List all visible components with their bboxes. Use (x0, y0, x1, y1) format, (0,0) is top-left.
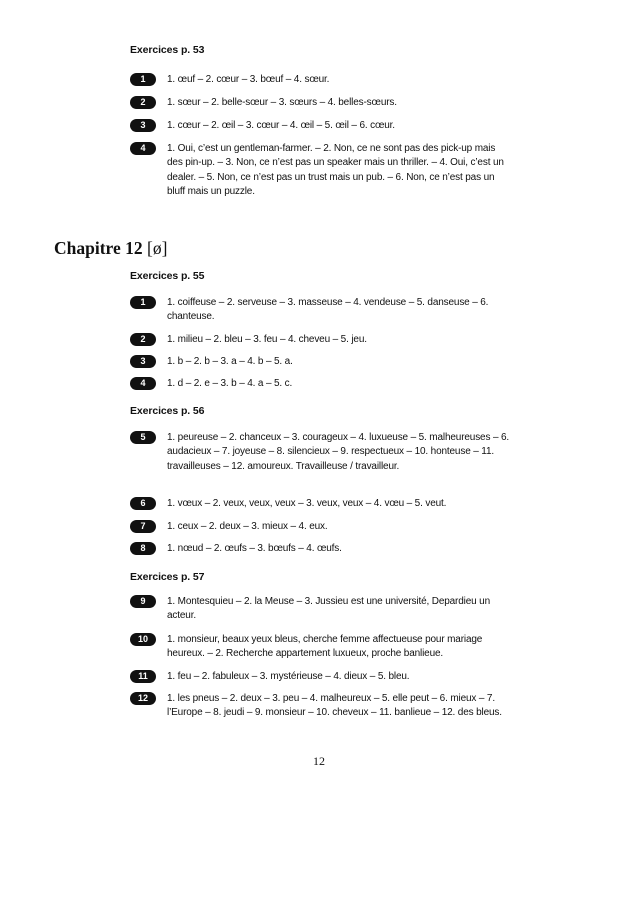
exercise-number-badge: 4 (130, 377, 156, 390)
exercise-number-badge: 7 (130, 520, 156, 533)
exercise-answer: 1. coiffeuse – 2. serveuse – 3. masseuse – 4. vendeuse – 5. danseuse – 6. chanteuse. (167, 297, 489, 323)
exercise-number-badge: 2 (130, 96, 156, 109)
exercise-answer: 1. ceux – 2. deux – 3. mieux – 4. eux. (167, 521, 328, 532)
exercise-number-badge: 11 (130, 670, 156, 683)
exercise-number-badge: 12 (130, 692, 156, 705)
exercise-number-badge: 3 (130, 355, 156, 368)
chapter-label: Chapitre 12 (54, 238, 143, 258)
exercise-answer: 1. sœur – 2. belle-sœur – 3. sœurs – 4. belles-sœurs. (167, 97, 397, 108)
exercise-answer: 1. Montesquieu – 2. la Meuse – 3. Jussieu est une université, Depardieu un acteur. (167, 596, 490, 622)
exercise-answer: 1. Oui, c’est un gentleman-farmer. – 2. Non, ce ne sont pas des pick-up mais des pin-up. – 3. Non, ce n’est pas un speaker mais un thriller. – 4. Oui, c’est un dealer. – 5. Non, ce n’est pas un trust mais un pub. – 6. Non, ce n’est pas un bluff mais un puzzle. (167, 143, 504, 198)
section-title: Exercices p. 57 (130, 571, 205, 583)
exercise-number-badge: 4 (130, 142, 156, 155)
exercise-answer: 1. nœud – 2. œufs – 3. bœufs – 4. œufs. (167, 543, 342, 554)
page-number: 12 (313, 754, 325, 768)
exercise-answer: 1. peureuse – 2. chanceux – 3. courageux – 4. luxueuse – 5. malheureuses – 6. audacieux – 7. joyeuse – 8. silencieux – 9. respectueux – 10. honteuse – 11. travailleuses – 12. amoureux. Travailleuse / travailleur. (167, 432, 510, 472)
exercise-answer: 1. monsieur, beaux yeux bleus, cherche femme affectueuse pour mariage heureux. – 2. Recherche appartement luxueux, proche banlieue. (167, 634, 483, 660)
exercise-answer: 1. d – 2. e – 3. b – 4. a – 5. c. (167, 378, 293, 389)
section-title: Exercices p. 55 (130, 270, 205, 282)
exercise-number-badge: 10 (130, 633, 156, 646)
exercise-number-badge: 3 (130, 119, 156, 132)
exercise-answer: 1. les pneus – 2. deux – 3. peu – 4. malheureux – 5. elle peut – 6. mieux – 7. l’Europe – 8. jeudi – 9. monsieur – 10. cheveux – 11. banlieue – 12. des bleus. (167, 693, 502, 719)
exercise-answer: 1. vœux – 2. veux, veux, veux – 3. veux, veux – 4. vœu – 5. veut. (167, 498, 447, 509)
exercise-answer: 1. cœur – 2. œil – 3. cœur – 4. œil – 5. œil – 6. cœur. (167, 120, 395, 131)
exercise-answer: 1. feu – 2. fabuleux – 3. mystérieuse – 4. dieux – 5. bleu. (167, 671, 410, 682)
exercise-number-badge: 1 (130, 73, 156, 86)
exercise-number-badge: 6 (130, 497, 156, 510)
exercise-number-badge: 5 (130, 431, 156, 444)
chapter-phoneme: [ø] (147, 238, 168, 258)
exercise-number-badge: 8 (130, 542, 156, 555)
exercise-number-badge: 9 (130, 595, 156, 608)
exercise-number-badge: 1 (130, 296, 156, 309)
exercise-answer: 1. œuf – 2. cœur – 3. bœuf – 4. sœur. (167, 74, 330, 85)
exercise-answer: 1. b – 2. b – 3. a – 4. b – 5. a. (167, 356, 293, 367)
section-title: Exercices p. 56 (130, 405, 205, 417)
section-title: Exercices p. 53 (130, 44, 205, 56)
exercise-number-badge: 2 (130, 333, 156, 346)
chapter-heading (54, 238, 167, 259)
exercise-answer: 1. milieu – 2. bleu – 3. feu – 4. cheveu – 5. jeu. (167, 334, 367, 345)
